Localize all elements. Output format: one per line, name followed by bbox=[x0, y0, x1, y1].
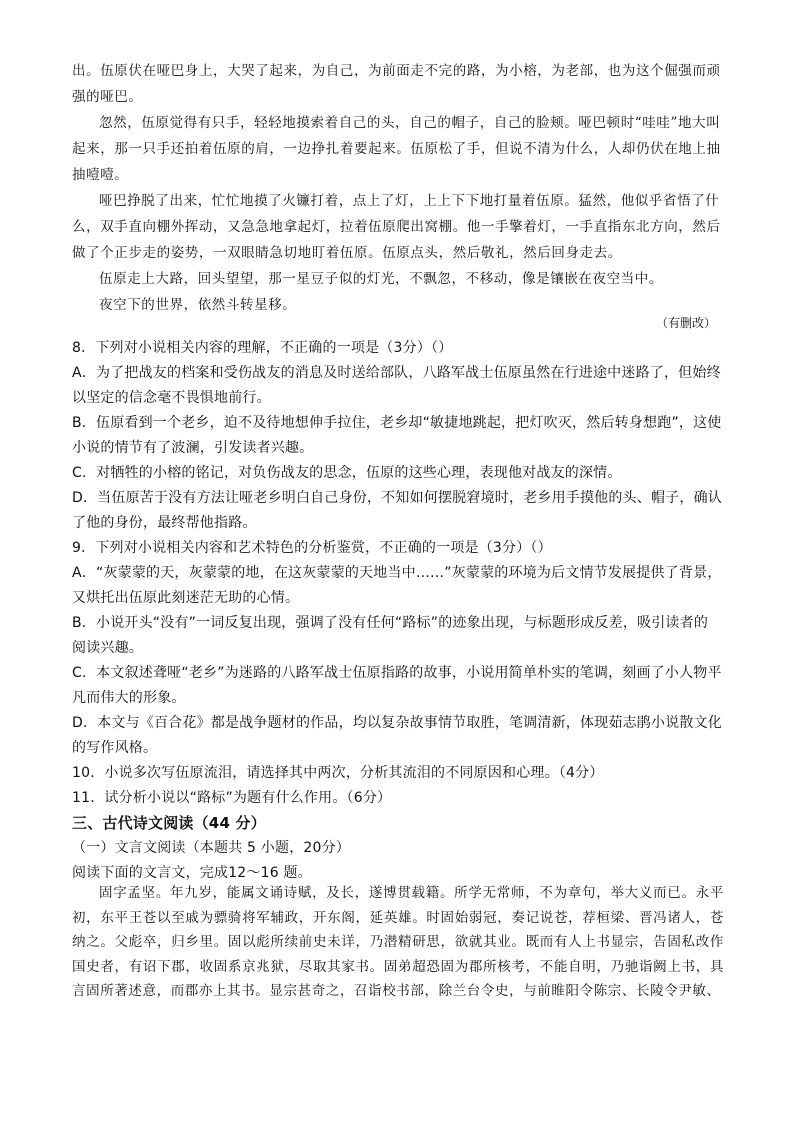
question-8-option-a: A．为了把战友的档案和受伤战友的消息及时送给部队，八路军战士伍原虽然在行进途中迷路了，但始终以坚定的信念毫不畏惧地前行。 bbox=[72, 365, 721, 406]
story-paragraph: 出。伍原伏在哑巴身上，大哭了起来，为自己，为前面走不完的路，为小榕，为老部，也为这个倔强而顽强的哑巴。 bbox=[72, 63, 721, 105]
question-9-option-b: B．小说开头“没有”一词反复出现，强调了没有任何“路标”的迹象出现，与标题形成反差，吸引读者的阅读兴趣。 bbox=[72, 615, 709, 656]
question-block bbox=[72, 336, 722, 886]
story-paragraph: 夜空下的世界，依然斗转星移。 bbox=[99, 297, 297, 313]
story-paragraph: 哑巴挣脱了出来，忙忙地摸了火镰打着，点上了灯，上上下下地打量着伍原。猛然，他似乎省悟了什么，双手直向棚外挥动，又急急地拿起灯，拉着伍原爬出窝棚。他一手擎着灯，一手直指东北方向，然后做了个正步走的姿势，一双眼睛急切地盯着伍原。伍原点头，然后敬礼，然后回身走去。 bbox=[72, 193, 721, 261]
classical-paragraph: 固字孟坚。年九岁，能属文诵诗赋，及长，遂博贯载籍。所学无常师，不为章句，举大义而已。永平初，东平王苍以至戚为骠骑将军辅政，开东阁，延英雄。时固始弱冠，奏记说苍，荐桓梁、晋冯诸人，苍纳之。父彪卒，归乡里。固以彪所续前史未详，乃潜精研思，欲就其业。既而有人上书显宗，告固私改作国史者，有诏下郡，收固系京兆狱，尽取其家书。固弟超恐固为郡所核考，不能自明，乃驰诣阙上书，具言固所著述意，而郡亦上其书。显宗甚奇之，召诣校书部，除兰台令史，与前睢阳令陈宗、长陵令尹敏、 bbox=[72, 885, 724, 999]
classical-passage bbox=[72, 881, 724, 1004]
story-excerpt bbox=[72, 58, 724, 318]
section-title: 三、古代诗文阅读（44 分） bbox=[72, 814, 266, 832]
story-paragraph: 忽然，伍原觉得有只手，轻轻地摸索着自己的头，自己的帽子，自己的脸颊。哑巴顿时“哇哇”地大叫起来，那一只手还拍着伍原的肩，一边挣扎着要起来。伍原松了手，但说不清为什么，人却仍伏在地上抽抽噎噎。 bbox=[72, 115, 721, 183]
question-10: 10．小说多次写伍原流泪，请选择其中两次，分析其流泪的不同原因和心理。（4分） bbox=[72, 765, 604, 781]
question-9-option-d: D．本文与《百合花》都是战争题材的作品，均以复杂故事情节取胜，笔调清新，体现茹志鹃小说散文化的写作风格。 bbox=[72, 715, 722, 756]
reading-instruction: 阅读下面的文言文，完成12～16 题。 bbox=[72, 865, 312, 881]
story-paragraph: 伍原走上大路，回头望望，那一星豆子似的灯光，不飘忽，不移动，像是镶嵌在夜空当中。 bbox=[99, 271, 663, 287]
question-9-option-a: A．“灰蒙蒙的天，灰蒙蒙的地，在这灰蒙蒙的天地当中……”灰蒙蒙的环境为后文情节发展提供了背景，又烘托出伍原此刻迷茫无助的心情。 bbox=[72, 565, 722, 606]
question-9-stem: 9．下列对小说相关内容和艺术特色的分析鉴赏，不正确的一项是（3分）（） bbox=[72, 540, 552, 556]
question-8-option-b: B．伍原看到一个老乡，迫不及待地想伸手拉住，老乡却“敏捷地跳起，把灯吹灭，然后转身想跑”，这使小说的情节有了波澜，引发读者兴趣。 bbox=[72, 415, 722, 456]
source-note: （有删改） bbox=[655, 316, 716, 330]
subsection-title: （一）文言文阅读（本题共 5 小题，20分） bbox=[72, 840, 351, 856]
question-9-option-c: C．本文叙述聋哑“老乡”为迷路的八路军战士伍原指路的故事，小说用简单朴实的笔调，刻画了小人物平凡而伟大的形象。 bbox=[72, 665, 722, 706]
question-11: 11．试分析小说以“路标”为题有什么作用。（6分） bbox=[72, 790, 392, 806]
question-8-option-c: C．对牺牲的小榕的铭记，对负伤战友的思念，伍原的这些心理，表现他对战友的深情。 bbox=[72, 465, 622, 481]
question-8-stem: 8．下列对小说相关内容的理解，不正确的一项是（3分）（） bbox=[72, 340, 453, 356]
question-8-option-d: D．当伍原苦于没有方法让哑老乡明白自己身份，不知如何摆脱窘境时，老乡用手摸他的头、帽子，确认了他的身份，最终帮他指路。 bbox=[72, 490, 722, 531]
